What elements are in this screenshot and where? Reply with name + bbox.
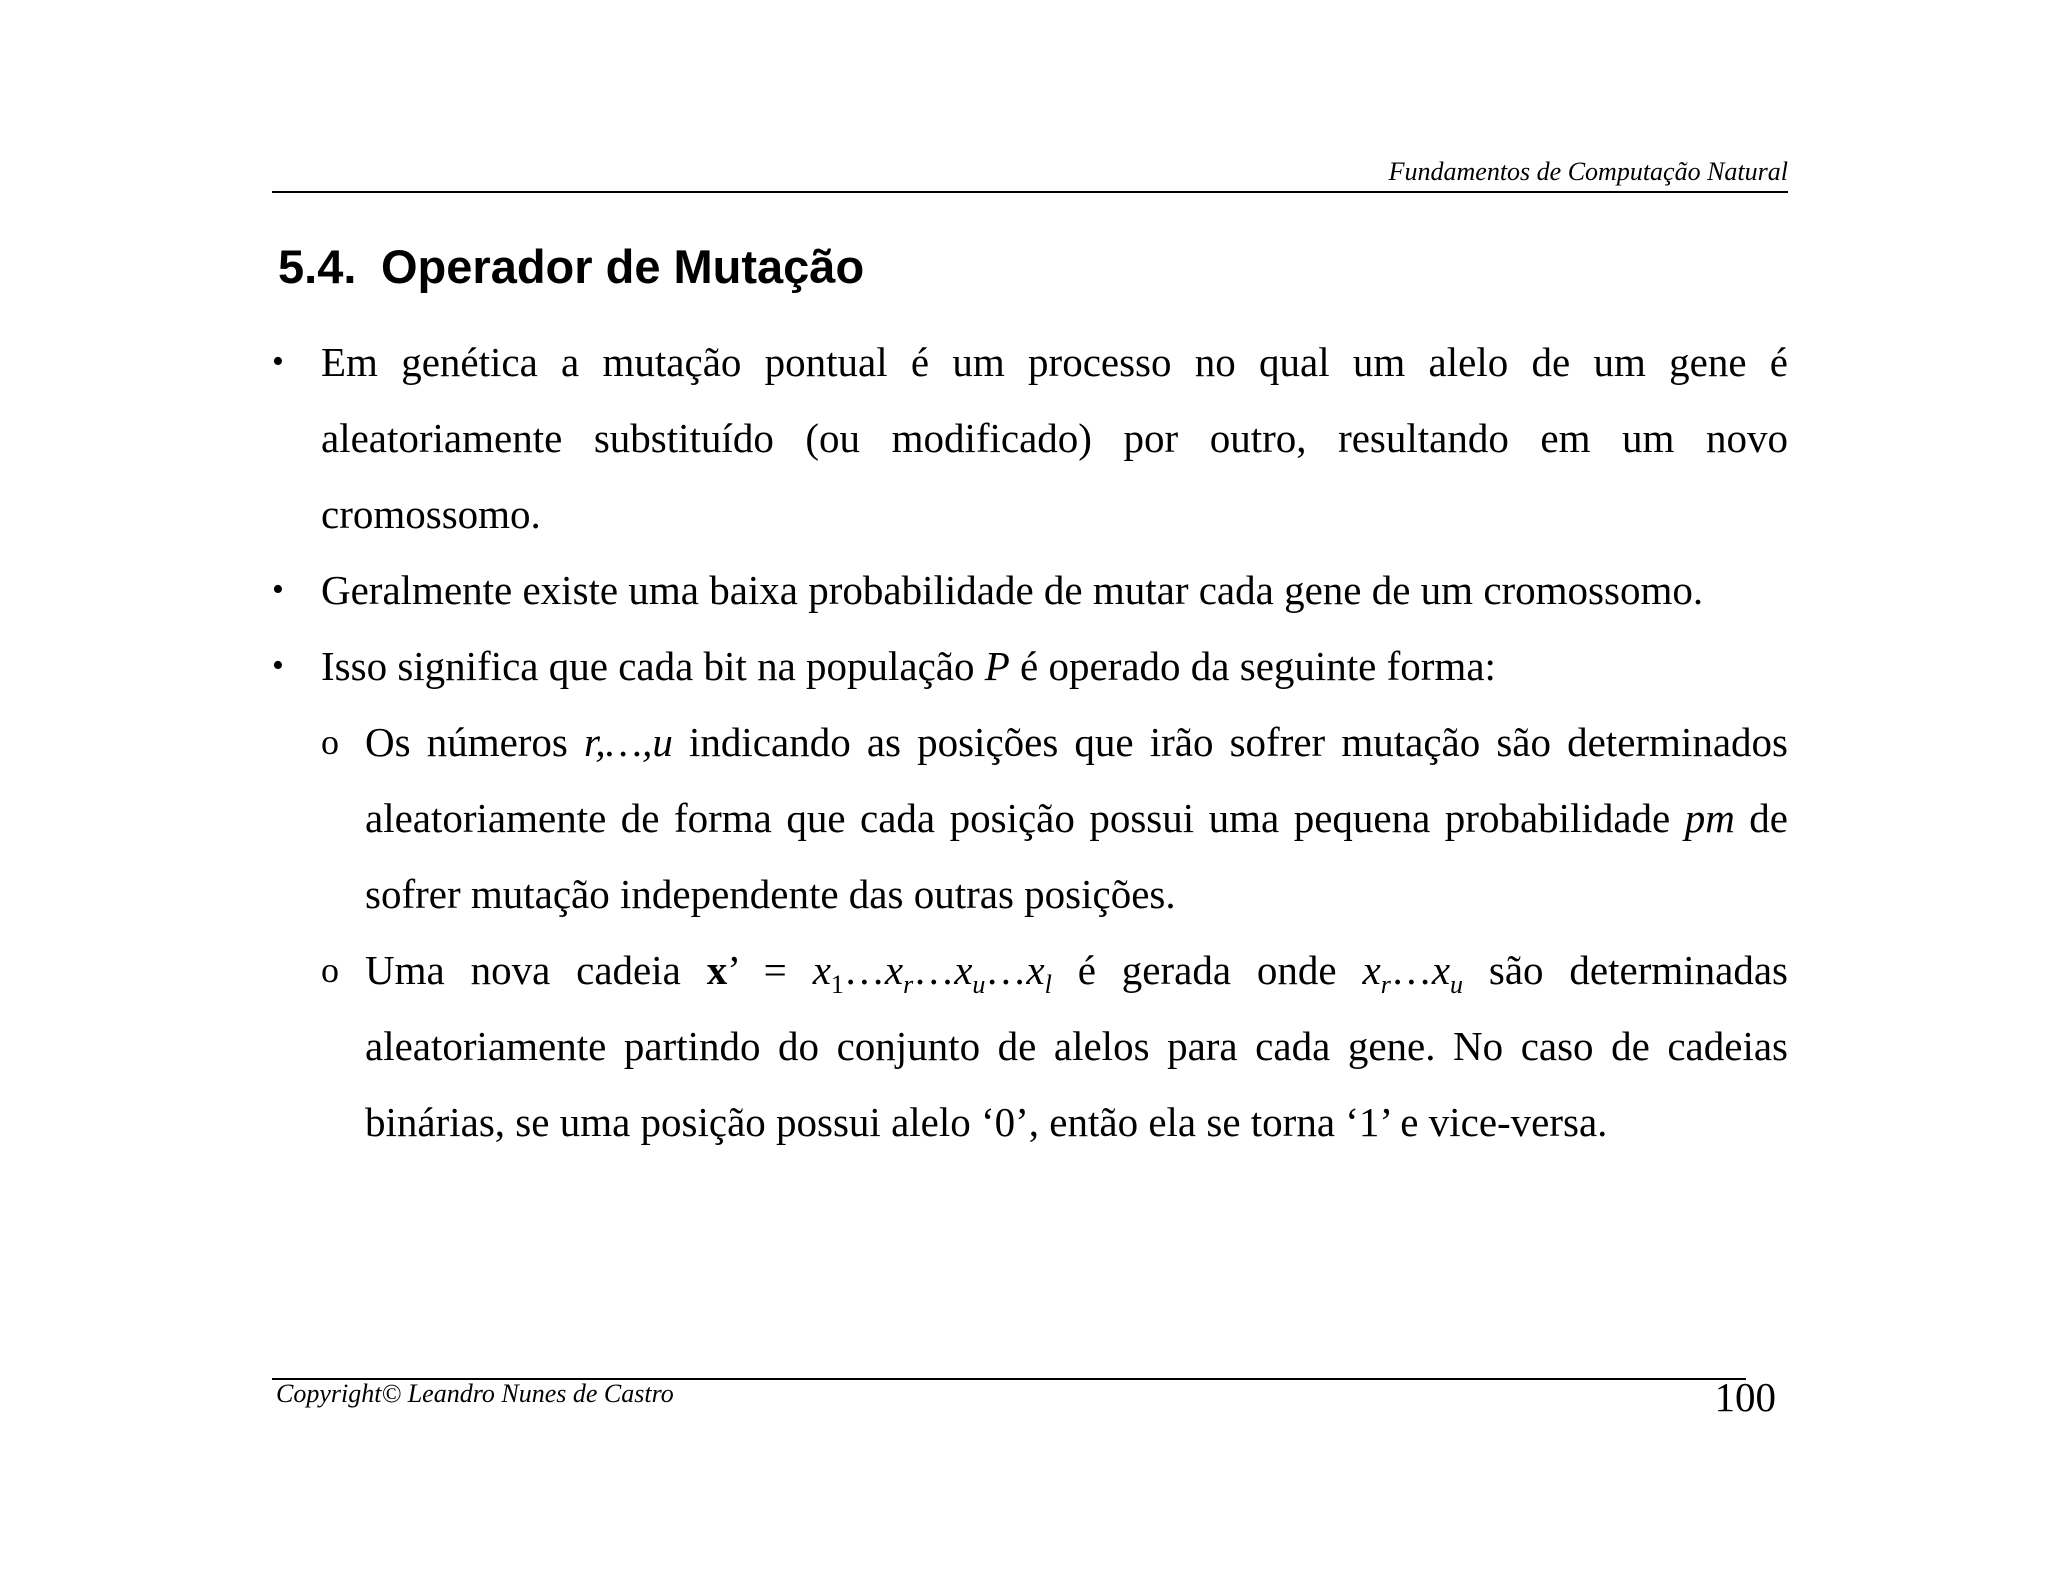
bullet-text-after: é operado da seguinte forma: [1009,643,1496,689]
bullet-item [272,552,1788,628]
header-rule [272,191,1788,193]
bullet-marker: • [272,647,284,684]
bullet-text-before: Isso significa que cada bit na população [321,643,985,689]
formula-range: $x_r\dots x_u$ [1362,947,1464,1000]
bullet-text: Geralmente existe uma baixa probabilidade de mutar cada gene de um cromossomo. [321,567,1704,613]
bullet-item [272,628,1788,704]
vector-x-bold: x [706,947,728,993]
subbullet-text-b: ’ = [727,947,813,993]
subbullet-text-after: de sofrer mutação independente das outras posições. [365,795,1788,917]
bullet-text: Em genética a mutação pontual é um processo no qual um alelo de um gene é aleatoriamente substituído (ou modificado) por outro, resultando em um novo cromossomo. [321,339,1788,537]
subbullet-text-mid: indicando as posições que irão sofrer mutação são determinados aleatoriamente de forma que cada posição possui uma pequena probabilidade [365,719,1788,841]
body-content [272,324,1788,1160]
subbullet-marker: o [321,722,339,762]
subbullet-item [321,704,1788,932]
footer-copyright: Copyright© Leandro Nunes de Castro [276,1379,674,1408]
section-number: 5.4. [278,240,357,293]
page-number: 100 [1714,1374,1776,1420]
section-title: Operador de Mutação [381,240,865,293]
subbullet-text-c: é gerada onde [1051,947,1363,993]
population-variable: P [984,643,1010,689]
bullet-marker: • [272,343,284,380]
section-heading [278,239,864,294]
running-header: Fundamentos de Computação Natural [1388,157,1788,186]
mutation-probability-variable: pm [1684,795,1735,841]
subbullet-text-before: Os números [365,719,585,765]
formula-string: $x_1\dots x_r\dots x_u\dots x_l$ [812,947,1052,1000]
bullet-item [272,324,1788,552]
bullet-marker: • [272,571,284,608]
subbullet-text-d: são determinadas aleatoriamente partindo do conjunto de alelos para cada gene. No caso de cadeias binárias, se uma posição possui alelo ‘0’, então ela se torna ‘1’ e vice-versa. [365,947,1789,1145]
subbullet-item [321,932,1788,1160]
positions-variable: r,…,u [584,719,673,765]
subbullet-text-a: Uma nova cadeia [365,947,707,993]
subbullet-marker: o [321,950,339,990]
